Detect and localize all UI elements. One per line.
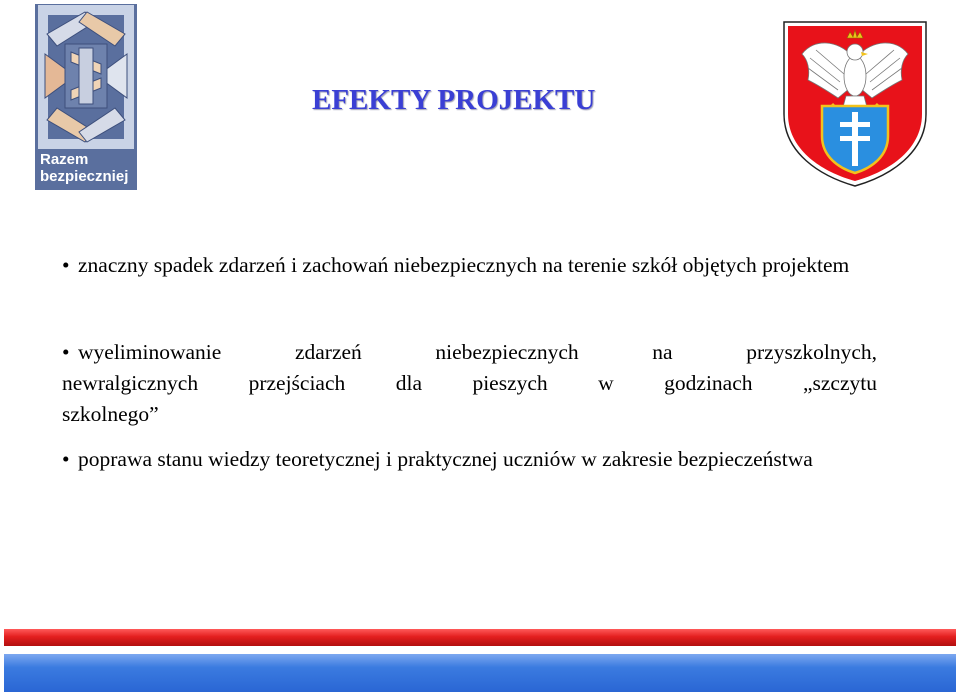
razem-bezpieczniej-logo [35, 4, 137, 190]
bullet-text-line2: newralgicznych przejściach dla pieszych w godzinach „szczytu [62, 371, 877, 395]
logo-text-line1: Razem [40, 151, 89, 168]
bullet-marker: • [62, 340, 70, 364]
bullet-text-line1: wyeliminowanie zdarzeń niebezpiecznych na przyszkolnych, [78, 340, 877, 364]
bullet-marker: • [62, 447, 70, 471]
bullet-text: znaczny spadek zdarzeń i zachowań niebezpiecznych na terenie szkół objętych projektem [78, 253, 850, 277]
slide-title: EFEKTY PROJEKTU [312, 84, 596, 116]
bullet-item-1 [62, 250, 877, 281]
bullet-text: poprawa stanu wiedzy teoretycznej i praktycznej uczniów w zakresie bezpieczeństwa [78, 447, 813, 471]
linked-hands-icon [35, 4, 137, 150]
bullet-text-line3: szkolnego” [62, 402, 159, 426]
footer-blue-bar [4, 654, 956, 692]
bullet-line-1 [62, 337, 877, 368]
logo-text-line2: bezpieczniej [40, 168, 129, 185]
bullet-item-3 [62, 444, 877, 475]
bullet-item-2 [62, 337, 877, 430]
coat-of-arms-icon [780, 18, 930, 188]
footer-red-bar [4, 629, 956, 646]
bullet-marker: • [62, 253, 70, 277]
footer-gap [4, 646, 956, 654]
